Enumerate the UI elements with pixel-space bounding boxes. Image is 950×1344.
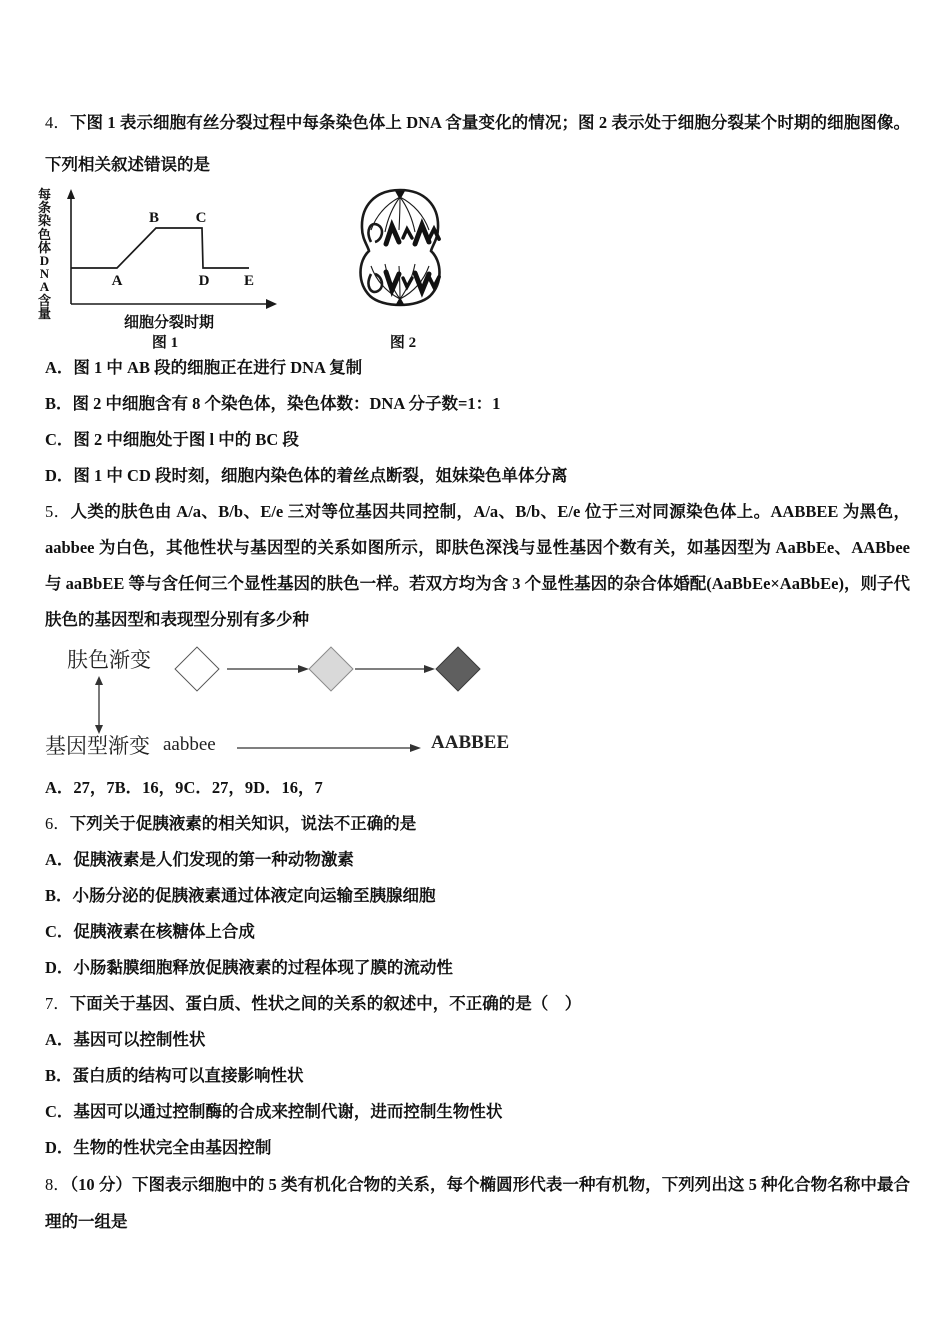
question-6 xyxy=(45,806,910,986)
q7-option-c: C．基因可以通过控制酶的合成来控制代谢，进而控制生物性状 xyxy=(45,1102,503,1121)
point-e-label: E xyxy=(243,273,255,289)
fig1-x-axis-label: 细胞分裂时期 xyxy=(123,315,215,331)
q7-stem-text: 下面关于基因、蛋白质、性状之间的关系的叙述中，不正确的是（ ） xyxy=(69,994,582,1013)
q4-option-b: B．图 2 中细胞含有 8 个染色体，染色体数：DNA 分子数=1：1 xyxy=(45,394,501,413)
fig1-y-axis-label: 每条染色体DNA含量 xyxy=(37,187,51,321)
q6-option-d: D．小肠黏膜细胞释放促胰液素的过程体现了膜的流动性 xyxy=(45,958,453,977)
q7-option-b: B．蛋白质的结构可以直接影响性状 xyxy=(45,1066,304,1085)
question-5 xyxy=(45,494,910,806)
q8-number: 8． xyxy=(45,1175,70,1194)
question-4 xyxy=(37,102,911,494)
q6-stem xyxy=(45,806,910,842)
q7-stem xyxy=(45,986,910,1022)
q4-option-a: A．图 1 中 AB 段的细胞正在进行 DNA 复制 xyxy=(45,358,363,377)
x-axis-arrow-icon xyxy=(266,299,277,309)
figure-1 xyxy=(37,186,307,350)
genotype-end-label: AABBEE xyxy=(431,732,510,753)
point-c-label: C xyxy=(195,210,207,226)
q6-option-c: C．促胰液素在核糖体上合成 xyxy=(45,922,255,941)
point-a-label: A xyxy=(111,273,123,289)
genotype-gradient-label: 基因型渐变 xyxy=(45,734,150,758)
q8-stem xyxy=(45,1166,910,1240)
q4-number: 4． xyxy=(45,113,70,132)
q4-option-d: D．图 1 中 CD 段时刻，细胞内染色体的着丝点断裂，姐妹染色单体分离 xyxy=(45,466,568,485)
diamond-white xyxy=(174,646,219,691)
q4-option-c: C．图 2 中细胞处于图 l 中的 BC 段 xyxy=(45,430,299,449)
arrow-right-icon-long xyxy=(237,742,421,754)
diamond-dark-gray xyxy=(435,646,480,691)
q5-option-c: C．27，9 xyxy=(183,778,254,797)
arrow-right-icon-2 xyxy=(355,663,435,675)
fig2-caption: 图 2 xyxy=(389,335,417,350)
y-axis-arrow-icon xyxy=(67,189,75,199)
fig1-caption: 图 1 xyxy=(151,335,179,350)
question-8 xyxy=(45,1166,910,1240)
skin-gradient-label: 肤色渐变 xyxy=(67,648,151,672)
fig1-line-graph xyxy=(57,186,297,350)
q5-skin-color-diagram xyxy=(45,638,910,770)
q5-number: 5． xyxy=(45,502,71,521)
q5-option-a: A．27，7 xyxy=(45,778,115,797)
point-d-label: D xyxy=(198,273,210,289)
vertical-double-arrow-icon xyxy=(93,676,105,734)
q4-figures xyxy=(37,186,910,350)
q6-option-a: A．促胰液素是人们发现的第一种动物激素 xyxy=(45,850,354,869)
fig2-cell-diagram xyxy=(345,186,505,350)
q5-stem-text: 人类的肤色由 A/a、B/b、E/e 三对等位基因共同控制，A/a、B/b、E/e 位于三对同源染色体上。AABBEE 为黑色，aabbee 为白色，其他性状与基因型的关系如图所示，即肤色深浅与显性基因个数有关，如基因型为 AaBbEe、AABbee 与 aaBbEE 等与含任何三个显性基因的肤色一样。若双方均为含 3 个显性基因的杂合体婚配(AaBbEe×AaBbEe)，则子代肤色的基因型和表现型分别有多少种 xyxy=(45,502,911,629)
arrow-right-icon-1 xyxy=(227,663,309,675)
q6-stem-text: 下列关于促胰液素的相关知识，说法不正确的是 xyxy=(69,814,417,833)
q5-options-line xyxy=(45,770,910,806)
figure-2 xyxy=(345,186,515,350)
q8-stem-text: （10 分）下图表示细胞中的 5 类有机化合物的关系，每个椭圆形代表一种有机物，下列列出这 5 种化合物名称中最合理的一组是 xyxy=(45,1175,911,1231)
genotype-start-label: aabbee xyxy=(163,734,216,755)
q5-option-d: D．16，7 xyxy=(253,778,323,797)
q4-stem xyxy=(45,102,910,186)
diamond-light-gray xyxy=(308,646,353,691)
dna-content-curve xyxy=(71,228,249,268)
q7-number: 7． xyxy=(45,994,70,1013)
q5-stem xyxy=(45,494,910,638)
q6-number: 6． xyxy=(45,814,70,833)
q4-stem-text: 下图 1 表示细胞有丝分裂过程中每条染色体上 DNA 含量变化的情况；图 2 表示处于细胞分裂某个时期的细胞图像。下列相关叙述错误的是 xyxy=(45,113,911,174)
q7-option-d: D．生物的性状完全由基因控制 xyxy=(45,1138,272,1157)
q7-option-a: A．基因可以控制性状 xyxy=(45,1030,206,1049)
point-b-label: B xyxy=(148,210,160,226)
q5-option-b: B．16，9 xyxy=(114,778,184,797)
q6-option-b: B．小肠分泌的促胰液素通过体液定向运输至胰腺细胞 xyxy=(45,886,436,905)
question-7 xyxy=(45,986,910,1166)
